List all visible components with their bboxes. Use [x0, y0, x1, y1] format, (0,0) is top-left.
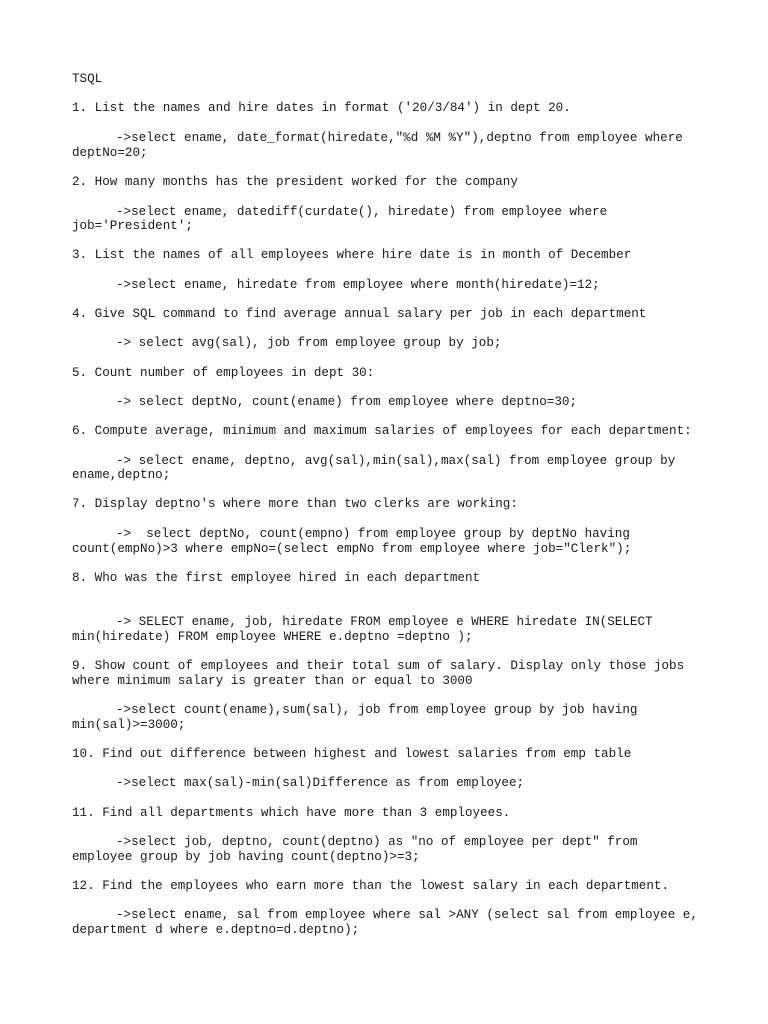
question-8: 8. Who was the first employee hired in each department [72, 571, 481, 585]
question-3: 3. List the names of all employees where hire date is in month of December [72, 248, 632, 262]
answer-3-line-1 [72, 278, 600, 293]
question-2: 2. How many months has the president worked for the company [72, 175, 518, 189]
question-6: 6. Compute average, minimum and maximum salaries of employees for each department: [72, 424, 692, 438]
answer-8-text: -> SELECT ename, job, hiredate FROM employee e WHERE hiredate IN(SELECT [116, 615, 653, 629]
answer-2-text: ->select ename, datediff(curdate(), hiredate) from employee where [116, 205, 608, 219]
question-9: 9. Show count of employees and their total sum of salary. Display only those jobs [72, 659, 685, 673]
answer-9-line-2: min(sal)>=3000; [72, 718, 186, 732]
answer-8-line-1 [72, 615, 653, 630]
answer-6-line-1 [72, 454, 675, 469]
answer-6-text: -> select ename, deptno, avg(sal),min(sal),max(sal) from employee group by [116, 454, 676, 468]
answer-10-text: ->select max(sal)-min(sal)Difference as from employee; [116, 776, 525, 790]
answer-3-text: ->select ename, hiredate from employee where month(hiredate)=12; [116, 278, 600, 292]
document-heading: TSQL [72, 72, 103, 86]
answer-11-line-2: employee group by job having count(deptno)>=3; [72, 850, 420, 864]
question-4: 4. Give SQL command to find average annual salary per job in each department [72, 307, 647, 321]
question-10: 10. Find out difference between highest and lowest salaries from emp table [72, 747, 632, 761]
answer-11-text: ->select job, deptno, count(deptno) as "no of employee per dept" from [116, 835, 638, 849]
answer-12-line-2: department d where e.deptno=d.deptno); [72, 923, 360, 937]
answer-4-line-1 [72, 336, 501, 351]
answer-1-line-1 [72, 131, 683, 146]
answer-9-text: ->select count(ename),sum(sal), job from employee group by job having [116, 703, 638, 717]
answer-1-text: ->select ename, date_format(hiredate,"%d %M %Y"),deptno from employee where [116, 131, 683, 145]
question-11: 11. Find all departments which have more than 3 employees. [72, 806, 511, 820]
answer-2-line-1 [72, 205, 607, 220]
answer-5-text: -> select deptNo, count(ename) from employee where deptno=30; [116, 395, 578, 409]
answer-1-line-2: deptNo=20; [72, 146, 148, 160]
answer-10-line-1 [72, 776, 524, 791]
answer-11-line-1 [72, 835, 637, 850]
answer-5-line-1 [72, 395, 577, 410]
answer-4-text: -> select avg(sal), job from employee group by job; [116, 336, 502, 350]
answer-7-line-2: count(empNo)>3 where empNo=(select empNo from employee where job="Clerk"); [72, 542, 632, 556]
answer-6-line-2: ename,deptno; [72, 468, 171, 482]
question-5: 5. Count number of employees in dept 30: [72, 366, 375, 380]
question-12: 12. Find the employees who earn more than the lowest salary in each department. [72, 879, 670, 893]
question-7: 7. Display deptno's where more than two clerks are working: [72, 497, 518, 511]
answer-7-line-1 [72, 527, 630, 542]
answer-7-text: -> select deptNo, count(empno) from employee group by deptNo having [116, 527, 630, 541]
answer-8-line-2: min(hiredate) FROM employee WHERE e.deptno =deptno ); [72, 630, 473, 644]
answer-9-line-1 [72, 703, 637, 718]
answer-12-text: ->select ename, sal from employee where sal >ANY (select sal from employee e, [116, 908, 698, 922]
answer-12-line-1 [72, 908, 698, 923]
question-9-line-2: where minimum salary is greater than or equal to 3000 [72, 674, 473, 688]
question-1: 1. List the names and hire dates in format ('20/3/84') in dept 20. [72, 101, 571, 115]
answer-2-line-2: job='President'; [72, 219, 193, 233]
